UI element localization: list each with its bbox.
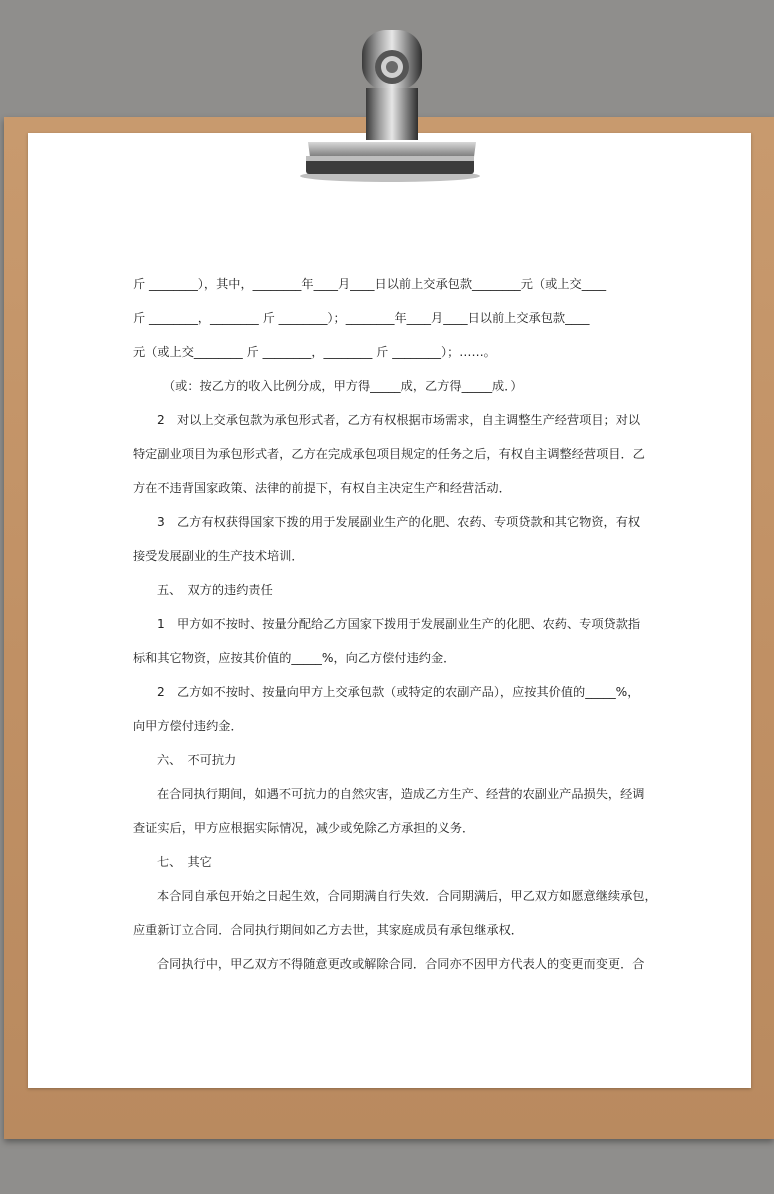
text-line: 接受发展副业的生产技术培训． (133, 549, 304, 563)
text-line: 元（或上交________ 斤 ________，________ 斤 ________）；……。 (133, 345, 496, 359)
text-line: 标和其它物资，应按其价值的_____%，向乙方偿付违约金． (133, 651, 456, 665)
section-heading: 六、 不可抗力 (157, 753, 237, 767)
contract-text (133, 267, 657, 981)
text-line: 斤 ________，________ 斤 ________）；________年____月____日以前上交承包款____ (133, 311, 590, 325)
text-line: 3 乙方有权获得国家下拨的用于发展副业生产的化肥、农药、专项贷款和其它物资，有权 (157, 515, 641, 529)
section-heading: 五、 双方的违约责任 (157, 583, 273, 597)
text-line: 斤 ________），其中，________年____月____日以前上交承包款________元（或上交____ (133, 277, 607, 291)
text-line: 本合同自承包开始之日起生效，合同期满自行失效．合同期满后，甲乙双方如愿意继续承包， (157, 889, 657, 903)
text-line: 1 甲方如不按时、按量分配给乙方国家下拨用于发展副业生产的化肥、农药、专项贷款指 (157, 617, 641, 631)
text-line: （或：按乙方的收入比例分成，甲方得_____成，乙方得_____成．） (163, 379, 523, 393)
text-line: 特定副业项目为承包形式者，乙方在完成承包项目规定的任务之后，有权自主调整经营项目．乙 (133, 447, 645, 461)
text-line: 2 对以上交承包款为承包形式者，乙方有权根据市场需求，自主调整生产经营项目；对以 (157, 413, 641, 427)
text-line: 向甲方偿付违约金． (133, 719, 243, 733)
text-line: 在合同执行期间，如遇不可抗力的自然灾害，造成乙方生产、经营的农副业产品损失，经调 (157, 787, 645, 801)
binder-clip-icon (0, 0, 774, 185)
text-line: 2 乙方如不按时、按量向甲方上交承包款（或特定的农副产品），应按其价值的_____%， (157, 685, 640, 699)
section-heading: 七、 其它 (157, 855, 212, 869)
text-line: 合同执行中，甲乙双方不得随意更改或解除合同．合同亦不因甲方代表人的变更而变更．合 (157, 957, 645, 971)
text-line: 方在不违背国家政策、法律的前提下，有权自主决定生产和经营活动． (133, 481, 511, 495)
text-line: 应重新订立合同．合同执行期间如乙方去世，其家庭成员有承包继承权． (133, 923, 523, 937)
text-line: 查证实后，甲方应根据实际情况，减少或免除乙方承担的义务． (133, 821, 475, 835)
